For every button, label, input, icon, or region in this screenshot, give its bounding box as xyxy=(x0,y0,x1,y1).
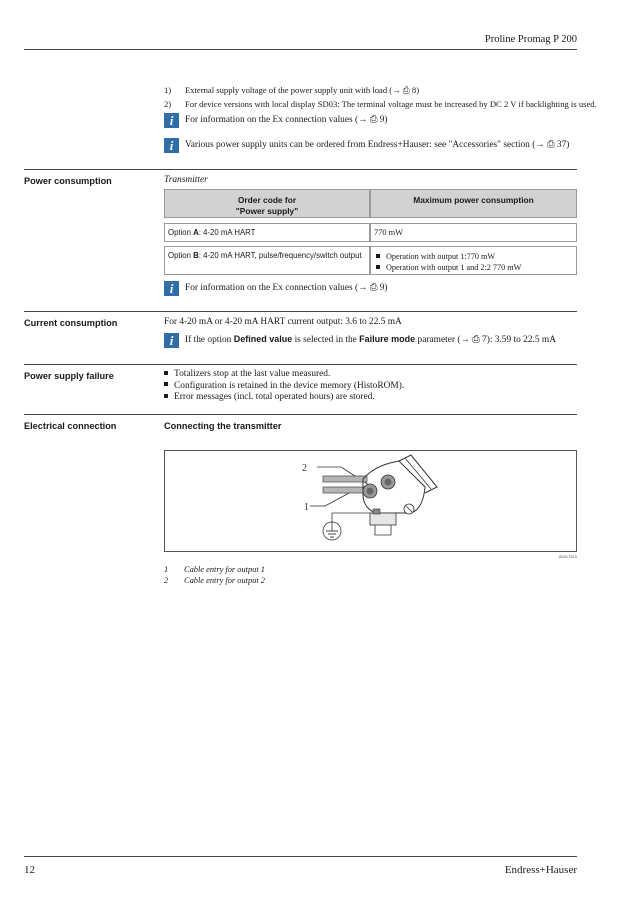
list-item xyxy=(164,392,404,404)
current-consumption-text: For 4-20 mA or 4-20 mA HART current output: 3.6 to 22.5 mA xyxy=(164,317,402,327)
caption-num: 2 xyxy=(164,576,169,585)
bullet-icon xyxy=(164,382,168,386)
wiring-figure xyxy=(164,450,577,552)
header-rule xyxy=(24,49,577,50)
note-bold-text: Defined value xyxy=(233,334,293,344)
note-bold-text: Failure mode xyxy=(359,334,416,344)
list-item xyxy=(164,381,404,393)
note-text: If the option xyxy=(185,335,234,345)
caption-text: Cable entry for output 2 xyxy=(184,576,265,585)
figure-ref: A0017510 xyxy=(558,554,577,559)
footer-rule xyxy=(24,856,577,857)
list-item-text: Error messages (incl. total operated hours) are stored. xyxy=(174,392,375,402)
info-icon: i xyxy=(164,113,179,128)
value-text: Operation with output 1:770 mW xyxy=(386,252,496,261)
footnote-text: For device versions with local display SD03: The terminal voltage must be increased by DC 2 V if backlighting is used. xyxy=(185,99,597,109)
value-bullet-item xyxy=(376,262,576,273)
transmitter-subtitle: Transmitter xyxy=(164,175,208,185)
section-rule xyxy=(24,414,577,415)
ex-info-note: For information on the Ex connection values (→ ⎙ 9) xyxy=(185,115,388,125)
info-icon: i xyxy=(164,138,179,153)
list-item xyxy=(164,369,404,381)
info-icon: i xyxy=(164,333,179,348)
section-label-current-consumption: Current consumption xyxy=(24,318,118,328)
figure-caption-1 xyxy=(164,565,265,574)
footnote-2 xyxy=(164,99,604,109)
table-row xyxy=(164,223,370,242)
table-cell-value xyxy=(370,246,577,275)
footer-brand: Endress+Hauser xyxy=(504,864,577,876)
option-code: B xyxy=(193,251,199,260)
option-text: : 4-20 mA HART xyxy=(198,228,256,237)
table-cell-value xyxy=(370,223,577,242)
connecting-transmitter-subtitle: Connecting the transmitter xyxy=(164,421,282,431)
section-label-electrical-connection: Electrical connection xyxy=(24,421,117,431)
bullet-icon xyxy=(164,394,168,398)
header-title: Proline Promag P 200 xyxy=(484,34,577,45)
bullet-icon xyxy=(376,254,380,258)
option-prefix: Option xyxy=(168,251,194,260)
list-item-text: Configuration is retained in the device memory (HistoROM). xyxy=(174,380,405,391)
section-label-power-consumption: Power consumption xyxy=(24,176,112,186)
footnote-num: 2) xyxy=(164,99,172,109)
bullet-icon xyxy=(164,371,168,375)
section-label-power-supply-failure: Power supply failure xyxy=(24,371,114,381)
table-header-order-code: Order code for "Power supply" xyxy=(164,189,370,218)
info-icon: i xyxy=(164,281,179,296)
footnote-text: External supply voltage of the power supply unit with load (→ ⎙ 8) xyxy=(185,85,420,95)
value-text: 770 mW xyxy=(374,228,404,237)
figure-caption-2 xyxy=(164,576,265,585)
ex-info-note: For information on the Ex connection values (→ ⎙ 9) xyxy=(185,283,388,293)
callout-1: 1 xyxy=(304,502,309,513)
callout-2: 2 xyxy=(302,463,307,474)
failure-list xyxy=(164,369,404,404)
power-units-note: Various power supply units can be ordered from Endress+Hauser: see "Accessories" section (→ ⎙ 37) xyxy=(185,140,570,150)
section-rule xyxy=(24,169,577,170)
note-text: is selected in the xyxy=(292,335,360,345)
option-prefix: Option xyxy=(168,228,194,237)
footnote-1 xyxy=(164,85,584,96)
value-text: Operation with output 1 and 2:2 770 mW xyxy=(386,263,522,272)
option-code: A xyxy=(193,228,199,237)
footnote-num: 1) xyxy=(164,85,172,95)
transmitter-drawing xyxy=(165,451,576,551)
page-number: 12 xyxy=(24,864,35,876)
caption-num: 1 xyxy=(164,565,169,574)
option-text: : 4-20 mA HART, pulse/frequency/switch output xyxy=(198,251,362,260)
table-header-max-power: Maximum power consumption xyxy=(370,189,577,218)
value-bullet-item xyxy=(376,251,576,262)
list-item-text: Totalizers stop at the last value measured. xyxy=(174,369,331,379)
caption-text: Cable entry for output 1 xyxy=(184,565,265,574)
section-rule xyxy=(24,311,577,312)
table-row xyxy=(164,246,370,275)
section-rule xyxy=(24,364,577,365)
note-text: parameter (→ ⎙ 7): 3.59 to 22.5 mA xyxy=(415,335,556,345)
bullet-icon xyxy=(376,265,380,269)
failure-mode-note xyxy=(185,334,556,345)
